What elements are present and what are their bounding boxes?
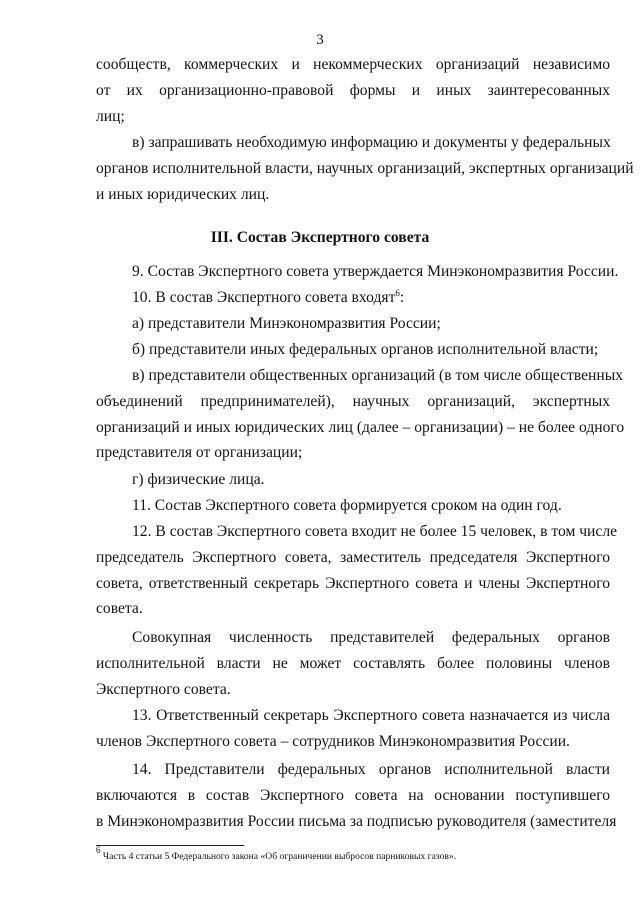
paragraph-line: членов Экспертного совета – сотрудников Минэкономразвития России.: [96, 732, 570, 750]
footnote-divider: [96, 845, 244, 846]
footnote-reference: 6: [395, 288, 400, 298]
paragraph-9: 9. Состав Экспертного совета утверждается Минэкономразвития России.: [132, 263, 619, 280]
section-heading: III. Состав Экспертного совета: [210, 229, 430, 246]
paragraph-10a: а) представители Минэкономразвития России;: [132, 315, 441, 332]
paragraph-line: объединений предпринимателей), научных организаций, экспертных: [96, 392, 610, 410]
continuation-paragraph: [96, 52, 610, 129]
paragraph-10v: [96, 363, 625, 466]
footnote-text: Часть 4 статьи 5 Федерального закона «Об ограничении выбросов парниковых газов».: [100, 851, 457, 862]
footnote-marker: 6: [96, 845, 101, 855]
paragraph-line: в) представители общественных организаций (в том числе общественных: [132, 367, 623, 384]
paragraph-line: председатель Экспертного совета, заместитель председателя Экспертного: [96, 548, 610, 566]
paragraph-10: 10. В состав Экспертного совета входят$^6$:: [132, 288, 405, 306]
paragraph-line: от их организационно-правовой формы и иных заинтересованных: [96, 81, 610, 99]
paragraph-line: организаций и иных юридических лиц (далее – организации) – не более одного: [96, 418, 625, 436]
paragraph-line: совета.: [96, 600, 143, 618]
paragraph-line: исполнительной власти не может составлять более половины членов: [96, 654, 610, 672]
paragraph-line: в Минэкономразвития России письма за подписью руководителя (заместителя: [96, 812, 617, 830]
paragraph-10g: г) физические лица.: [132, 471, 265, 488]
paragraph-10b: б) представители иных федеральных органов исполнительной власти;: [132, 341, 599, 358]
paragraph-12: [96, 519, 618, 622]
paragraph-line: Экспертного совета.: [96, 680, 231, 698]
paragraph-line: лиц;: [96, 107, 125, 125]
paragraph-line: 13. Ответственный секретарь Экспертного совета назначается из числа: [132, 707, 610, 724]
paragraph-line: органов исполнительной власти, научных организаций, экспертных организаций: [96, 159, 634, 177]
paragraph-11: 11. Состав Экспертного совета формируется сроком на один год.: [132, 497, 562, 514]
paragraph-12-continuation: [96, 625, 610, 702]
paragraph-line: включаются в состав Экспертного совета на основании поступившего: [96, 786, 610, 804]
paragraph-line: в) запрашивать необходимую информацию и документы у федеральных: [132, 134, 611, 151]
paragraph-line: и иных юридических лиц.: [96, 185, 270, 203]
paragraph-line: сообществ, коммерческих и некоммерческих организаций независимо: [96, 56, 610, 73]
paragraph-13: [96, 703, 610, 755]
paragraph-line: 14. Представители федеральных органов исполнительной власти: [132, 761, 610, 778]
paragraph-line: совета, ответственный секретарь Экспертного совета и члены Экспертного: [96, 574, 610, 592]
footnote: [96, 845, 457, 862]
paragraph-line: 12. В состав Экспертного совета входит не более 15 человек, в том числе: [132, 523, 618, 540]
paragraph-14: [96, 757, 617, 834]
paragraph-line: Совокупная численность представителей федеральных органов: [132, 629, 610, 646]
paragraph-line: представителя от организации;: [96, 444, 303, 462]
paragraph-10-text: 10. В состав Экспертного совета входят: [132, 289, 396, 306]
page-number: 3: [316, 32, 324, 48]
item-v-request-paragraph: [96, 130, 634, 207]
